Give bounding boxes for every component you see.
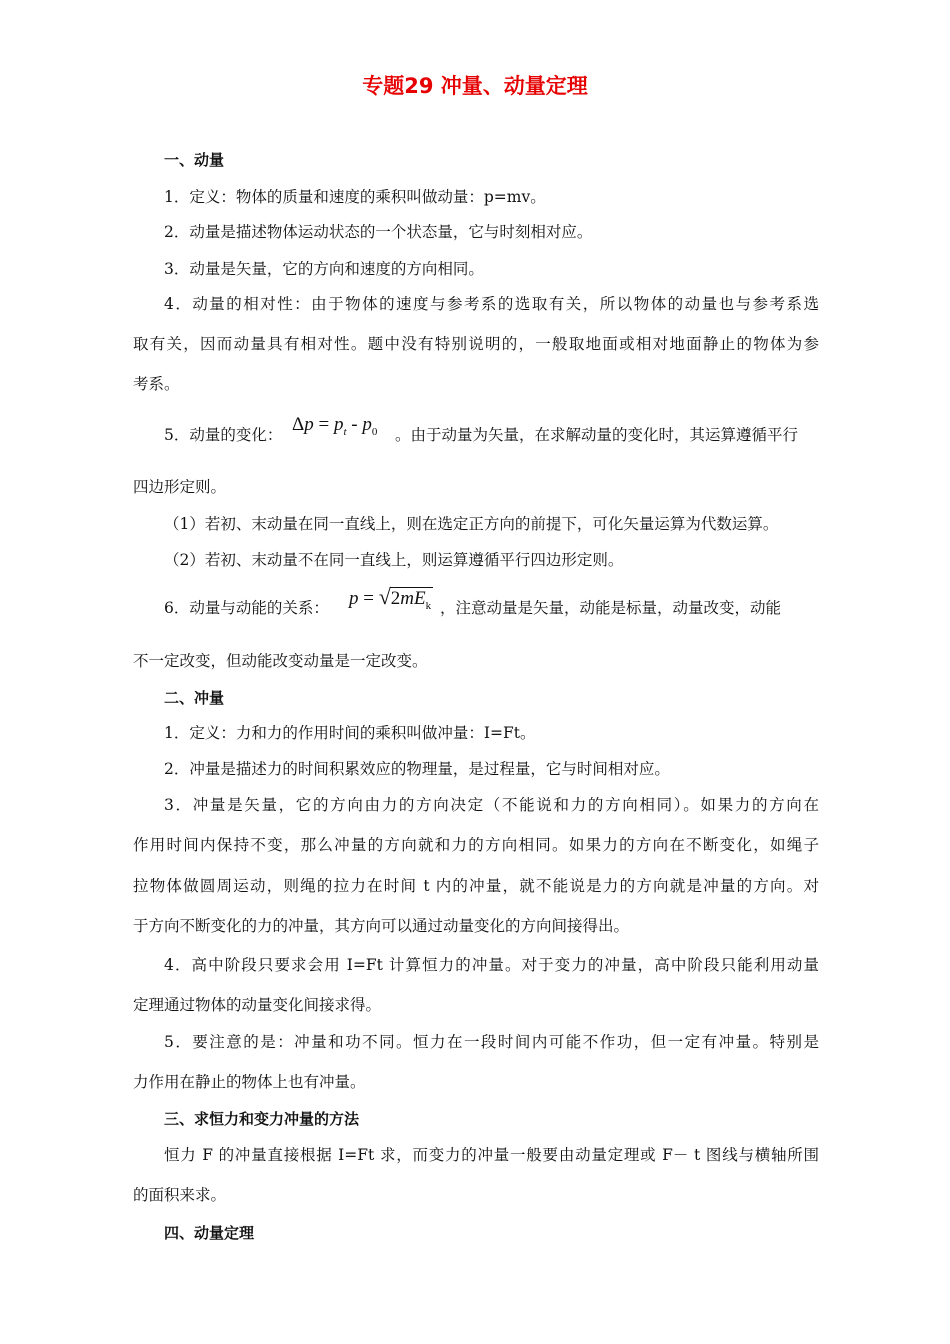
paragraph-line: 3．冲量是矢量，它的方向由力的方向决定（不能说和力的方向相同）。如果力的方向在 <box>164 796 819 814</box>
paragraph: 2．冲量是描述力的时间积累效应的物理量，是过程量，它与时间相对应。 <box>164 760 670 778</box>
paragraph: 3．动量是矢量，它的方向和速度的方向相同。 <box>164 260 484 278</box>
paragraph-line: 四边形定则。 <box>133 478 227 496</box>
section-heading-momentum: 一、动量 <box>164 151 225 169</box>
paragraph: 1．定义：力和力的作用时间的乘积叫做冲量：I=Ft。 <box>164 724 536 742</box>
paragraph-line: 于方向不断变化的力的冲量，其方向可以通过动量变化的方向间接得出。 <box>133 917 630 935</box>
paragraph-line: 4．动量的相对性：由于物体的速度与参考系的选取有关，所以物体的动量也与参考系选 <box>164 295 819 313</box>
paragraph: （2）若初、末动量不在同一直线上，则运算遵循平行四边形定则。 <box>164 551 624 569</box>
paragraph-line: 不一定改变，但动能改变动量是一定改变。 <box>133 652 428 670</box>
paragraph-line: 的面积来求。 <box>133 1186 227 1204</box>
paragraph: （1）若初、末动量在同一直线上，则在选定正方向的前提下，可化矢量运算为代数运算。 <box>164 515 779 533</box>
paragraph-label: 5．动量的变化： <box>164 426 283 444</box>
paragraph-line: 作用时间内保持不变，那么冲量的方向就和力的方向相同。如果力的方向在不断变化，如绳子 <box>133 836 819 854</box>
paragraph-line: 恒力 F 的冲量直接根据 I=Ft 求，而变力的冲量一般要由动量定理或 F－ t 图线与横轴所围 <box>164 1146 819 1164</box>
paragraph-label: 6．动量与动能的关系： <box>164 599 329 617</box>
paragraph-line: ，注意动量是矢量，动能是标量，动量改变，动能 <box>440 599 782 617</box>
page-title: 专题29 冲量、动量定理 <box>362 74 588 98</box>
paragraph: 2．动量是描述物体运动状态的一个状态量，它与时刻相对应。 <box>164 223 593 241</box>
section-heading-impulse-methods: 三、求恒力和变力冲量的方法 <box>164 1110 360 1128</box>
paragraph-line: 考系。 <box>133 375 180 393</box>
paragraph-line: 5．要注意的是：冲量和功不同。恒力在一段时间内可能不作功，但一定有冲量。特别是 <box>164 1033 819 1051</box>
paragraph: 1．定义：物体的质量和速度的乘积叫做动量：p=mv。 <box>164 188 546 206</box>
paragraph-line: 力作用在静止的物体上也有冲量。 <box>133 1073 366 1091</box>
momentum-change-formula: $\Delta p = p_t - p_0$ <box>292 414 378 438</box>
paragraph-line: 取有关，因而动量具有相对性。题中没有特别说明的，一般取地面或相对地面静止的物体为参 <box>133 335 819 353</box>
paragraph-line: 拉物体做圆周运动，则绳的拉力在时间 t 内的冲量，就不能说是力的方向就是冲量的方向。对 <box>133 877 819 895</box>
paragraph-line: 。由于动量为矢量，在求解动量的变化时，其运算遵循平行 <box>395 426 799 444</box>
paragraph-line: 4．高中阶段只要求会用 I=Ft 计算恒力的冲量。对于变力的冲量，高中阶段只能利用动量 <box>164 956 819 974</box>
paragraph-line: 定理通过物体的动量变化间接求得。 <box>133 996 382 1014</box>
section-heading-impulse: 二、冲量 <box>164 689 225 707</box>
momentum-energy-formula: $p = √2mE_k$ <box>349 584 432 612</box>
section-heading-momentum-theorem: 四、动量定理 <box>164 1224 255 1242</box>
